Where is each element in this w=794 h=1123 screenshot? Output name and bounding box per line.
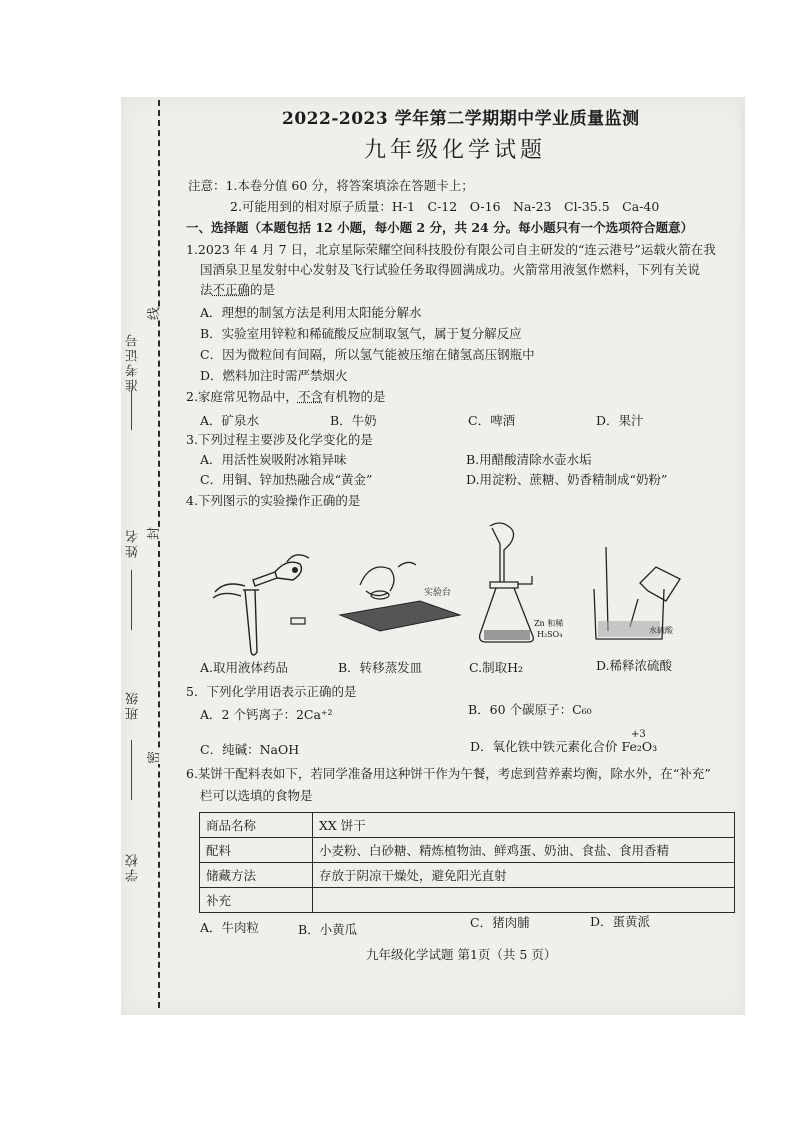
q1-option-b[interactable]: B．实验室用锌粒和稀硫酸反应制取氢气，属于复分解反应 bbox=[200, 326, 522, 341]
q4-option-c[interactable]: C.制取H₂ bbox=[469, 660, 524, 675]
q4-option-d[interactable]: D.稀释浓硫酸 bbox=[596, 658, 673, 673]
q2-option-b[interactable]: B．牛奶 bbox=[330, 413, 377, 428]
q3-option-a[interactable]: A．用活性炭吸附冰箱异味 bbox=[200, 452, 347, 467]
table-row bbox=[200, 838, 735, 863]
exam-subject: 九年级化学试题 bbox=[364, 138, 547, 163]
figure-a-pouring-liquid bbox=[205, 540, 325, 660]
q1-emphasis: 不正确 bbox=[212, 282, 251, 297]
q6-line-1: 6.某饼干配料表如下，若同学准备用这种饼干作为午餐，考虑到营养素均衡，除水外，在“补充” bbox=[186, 766, 711, 781]
table-cell-key: 补充 bbox=[200, 888, 313, 913]
q2-emphasis: 不含 bbox=[297, 389, 323, 404]
table-cell-key: 配料 bbox=[200, 838, 313, 863]
q4-label-water: 水硫酸 bbox=[649, 626, 673, 635]
note-2: 2.可能用到的相对原子质量：H-1 C-12 O-16 Na-23 Cl-35.5 Ca-40 bbox=[230, 199, 660, 214]
q2-option-d[interactable]: D．果汁 bbox=[596, 413, 644, 428]
q6-option-b[interactable]: B．小黄瓜 bbox=[298, 922, 358, 937]
q1-option-d[interactable]: D．燃料加注时需严禁烟火 bbox=[200, 368, 348, 383]
table-row bbox=[200, 888, 735, 913]
q1-line-2: 国酒泉卫星发射中心发射及飞行试验任务取得圆满成功。火箭常用液氢作燃料，下列有关说 bbox=[200, 262, 701, 277]
exam-title: 2022-2023 学年第二学期期中学业质量监测 bbox=[282, 109, 640, 129]
q4-label-lab-table: 实验台 bbox=[424, 588, 452, 598]
table-cell-key: 储藏方法 bbox=[200, 863, 313, 888]
q1-option-c[interactable]: C．因为微粒间有间隔，所以氢气能被压缩在储氢高压钢瓶中 bbox=[200, 347, 535, 362]
q4-option-b[interactable]: B．转移蒸发皿 bbox=[338, 660, 423, 675]
q6-option-a[interactable]: A．牛肉粒 bbox=[200, 920, 260, 935]
table-row bbox=[200, 813, 735, 838]
q6-option-c[interactable]: C．猪肉脯 bbox=[470, 915, 530, 930]
q3-option-b[interactable]: B.用醋酸清除水壶水垢 bbox=[466, 452, 592, 467]
q4-stem: 4.下列图示的实验操作正确的是 bbox=[186, 493, 361, 508]
q5-valence-mark: +3 bbox=[631, 729, 646, 740]
paper-edge-shadow bbox=[741, 110, 745, 230]
figure-d-diluting-acid bbox=[590, 545, 700, 645]
table-cell-value: 小麦粉、白砂糖、精炼植物油、鲜鸡蛋、奶油、食盐、食用香精 bbox=[313, 838, 735, 863]
label-class: 班级 bbox=[126, 690, 141, 720]
label-name: 姓名 bbox=[126, 528, 141, 558]
blank-name bbox=[131, 570, 132, 630]
q2-stem: 2.家庭常见物品中，不含有机物的是 bbox=[186, 389, 386, 404]
seal-char-line: 线 bbox=[143, 307, 162, 320]
label-school: 学校 bbox=[126, 852, 141, 882]
snack-info-table bbox=[199, 812, 735, 913]
table-row bbox=[200, 863, 735, 888]
q6-option-d[interactable]: D．蛋黄派 bbox=[590, 914, 651, 929]
q4-option-a[interactable]: A.取用液体药品 bbox=[200, 660, 289, 675]
label-exam-number: 准考证号 bbox=[126, 332, 141, 392]
table-cell-fill-in[interactable] bbox=[313, 888, 735, 913]
q1-line-1: 1.2023 年 4 月 7 日，北京星际荣耀空间科技股份有限公司自主研发的“连云港号”运载火箭在我 bbox=[186, 242, 716, 257]
q5-option-d[interactable]: D．氧化铁中铁元素化合价 Fe₂O₃ bbox=[470, 739, 658, 754]
q3-option-d[interactable]: D.用淀粉、蔗糖、奶香精制成“奶粉” bbox=[466, 472, 668, 487]
q5-option-b[interactable]: B．60 个碳原子：C₆₀ bbox=[468, 702, 592, 717]
binding-dashed-line bbox=[158, 100, 160, 1008]
section-1-heading: 一、选择题（本题包括 12 小题，每小题 2 分，共 24 分。每小题只有一个选项符合题意） bbox=[186, 220, 694, 235]
table-cell-key: 商品名称 bbox=[200, 813, 313, 838]
q1-line-3: 法不正确的是 bbox=[200, 282, 276, 297]
seal-char-secret: 密 bbox=[143, 751, 162, 764]
q5-option-c[interactable]: C．纯碱：NaOH bbox=[200, 742, 300, 757]
q3-stem: 3.下列过程主要涉及化学变化的是 bbox=[186, 432, 373, 447]
q4-label-zn: Zn 和稀 bbox=[534, 619, 564, 628]
q4-label-h2so4: H₂SO₄ bbox=[537, 630, 563, 639]
seal-char-seal: 封 bbox=[143, 527, 162, 540]
table-cell-value: 存放于阴凉干燥处，避免阳光直射 bbox=[313, 863, 735, 888]
q2-option-a[interactable]: A．矿泉水 bbox=[200, 413, 260, 428]
blank-class bbox=[131, 740, 132, 800]
q5-option-a[interactable]: A．2 个钙离子：2Ca⁺² bbox=[200, 707, 333, 722]
note-1: 注意：1.本卷分值 60 分，将答案填涂在答题卡上； bbox=[188, 178, 474, 193]
q1-option-a[interactable]: A．理想的制氢方法是利用太阳能分解水 bbox=[200, 305, 422, 320]
q5-stem: 5．下列化学用语表示正确的是 bbox=[186, 684, 357, 699]
q6-line-2: 栏可以选填的食物是 bbox=[200, 788, 313, 803]
table-cell-value: XX 饼干 bbox=[313, 813, 735, 838]
q3-option-c[interactable]: C．用铜、锌加热融合成“黄金” bbox=[200, 472, 373, 487]
blank-exam-number bbox=[131, 390, 132, 430]
page-footer: 九年级化学试题 第1页（共 5 页） bbox=[366, 947, 557, 962]
q2-option-c[interactable]: C．啤酒 bbox=[468, 413, 516, 428]
